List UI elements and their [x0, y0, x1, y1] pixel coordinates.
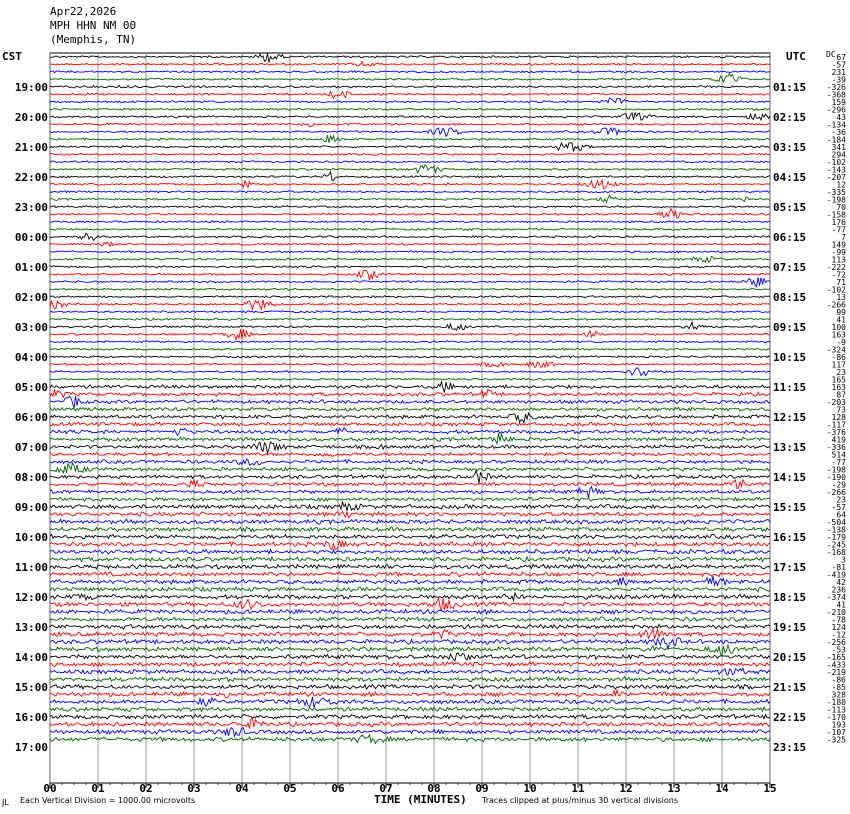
trace-offset-label: -433 [826, 660, 846, 670]
trace-offset-label: 165 [831, 375, 846, 385]
seismic-trace-67 [50, 549, 770, 554]
right-hour-label: 13:15 [773, 440, 807, 454]
x-tick-label-10: 10 [523, 782, 537, 795]
trace-offset-label: 23 [836, 367, 846, 377]
seismic-trace-80 [50, 645, 770, 656]
trace-offset-label: -219 [826, 667, 846, 677]
trace-offset-label: 100 [831, 322, 846, 332]
seismic-trace-76 [50, 617, 770, 622]
trace-offset-label: -39 [831, 75, 846, 85]
seismic-trace-75 [50, 609, 770, 614]
seismic-trace-87 [50, 697, 770, 708]
trace-offset-label: 73 [836, 405, 846, 415]
trace-offset-label: -9 [836, 337, 846, 347]
trace-offset-label: -29 [831, 480, 846, 490]
x-tick-label-00: 00 [43, 782, 57, 795]
trace-offset-label: -266 [826, 487, 846, 497]
clipping-note: Traces clipped at plus/minus 30 vertical divisions [482, 796, 679, 805]
seismic-trace-42 [50, 362, 770, 368]
trace-offset-label: -419 [826, 570, 846, 580]
x-tick-label-15: 15 [763, 782, 777, 795]
seismic-trace-73 [50, 593, 770, 601]
left-hour-label: 01:00 [14, 260, 48, 274]
seismic-trace-27 [50, 251, 770, 253]
trace-offset-label: -86 [831, 675, 846, 685]
trace-offset-label: 23 [836, 495, 846, 505]
station-code: MPH HHN NM 00 [50, 19, 137, 32]
trace-offset-label: 514 [831, 450, 846, 460]
seismic-trace-14 [50, 153, 770, 155]
right-hour-label: 15:15 [773, 500, 807, 514]
seismic-trace-56 [50, 463, 770, 473]
seismic-trace-11 [50, 128, 770, 137]
trace-offset-label: -57 [831, 60, 846, 70]
trace-offset-label: -266 [826, 300, 846, 310]
seismic-trace-4 [50, 74, 770, 83]
trace-offset-label: -113 [826, 705, 846, 715]
trace-offset-label: -81 [831, 562, 846, 572]
trace-offset-label: 71 [836, 277, 846, 287]
seismic-trace-2 [50, 62, 770, 67]
left-hour-label: 09:00 [14, 500, 48, 514]
trace-offset-label: 419 [831, 435, 846, 445]
trace-offset-label: 294 [831, 150, 846, 160]
trace-offset-label: -374 [826, 592, 846, 602]
right-hour-label: 05:15 [773, 200, 807, 214]
seismic-trace-36 [50, 318, 770, 320]
seismic-trace-10 [50, 123, 770, 127]
trace-offset-label: -134 [826, 120, 846, 130]
seismic-trace-58 [50, 480, 770, 489]
x-tick-label-08: 08 [427, 782, 441, 795]
trace-offset-label: -77 [831, 225, 846, 235]
seismic-trace-55 [50, 459, 770, 465]
trace-offset-label: 41 [836, 315, 846, 325]
seismic-trace-90 [50, 719, 770, 729]
trace-offset-label: -165 [826, 652, 846, 662]
seismic-trace-71 [50, 576, 770, 585]
seismic-trace-91 [50, 728, 770, 737]
seismic-trace-37 [50, 322, 770, 330]
seismic-trace-46 [50, 389, 770, 397]
seismic-trace-25 [50, 233, 770, 240]
seismic-trace-40 [50, 348, 770, 350]
trace-offset-label: -376 [826, 427, 846, 437]
right-hour-label: 19:15 [773, 620, 807, 634]
x-tick-label-02: 02 [139, 782, 153, 795]
left-hour-label: 10:00 [14, 530, 48, 544]
trace-offset-label: -102 [826, 157, 846, 167]
x-axis-label: TIME (MINUTES) [374, 793, 467, 806]
trace-offset-label: -184 [826, 135, 846, 145]
seismic-trace-88 [50, 707, 770, 712]
x-tick-label-03: 03 [187, 782, 201, 795]
left-hour-label: 12:00 [14, 590, 48, 604]
trace-offset-label: 163 [831, 330, 846, 340]
seismic-trace-31 [50, 277, 770, 286]
trace-offset-label: -504 [826, 517, 846, 527]
trace-offset-label: 99 [836, 307, 846, 317]
record-date: Apr22,2026 [50, 5, 117, 18]
trace-offset-label: -72 [831, 270, 846, 280]
trace-offset-label: 163 [831, 382, 846, 392]
trace-offset-label: 67 [836, 52, 846, 62]
trace-offset-label: -99 [831, 247, 846, 257]
seismic-trace-69 [50, 564, 770, 569]
seismic-trace-78 [50, 629, 770, 639]
trace-offset-label: -138 [826, 525, 846, 535]
trace-offset-label: -12 [831, 630, 846, 640]
trace-offset-label: -210 [826, 607, 846, 617]
left-hour-label: 08:00 [14, 470, 48, 484]
seismic-trace-92 [50, 735, 770, 744]
trace-offset-label: -245 [826, 540, 846, 550]
right-hour-label: 06:15 [773, 230, 807, 244]
seismic-trace-72 [50, 587, 770, 592]
seismic-trace-70 [50, 572, 770, 577]
trace-offset-label: -325 [826, 735, 846, 745]
trace-offset-label: 43 [836, 112, 846, 122]
right-hour-label: 03:15 [773, 140, 807, 154]
right-hour-label: 14:15 [773, 470, 807, 484]
seismic-trace-12 [50, 135, 770, 143]
left-hour-label: 00:00 [14, 230, 48, 244]
seismic-trace-34 [50, 300, 770, 310]
left-hour-label: 02:00 [14, 290, 48, 304]
trace-offset-label: -198 [826, 465, 846, 475]
left-hour-label: 13:00 [14, 620, 48, 634]
seismic-trace-60 [50, 497, 770, 501]
seismic-trace-49 [50, 413, 770, 423]
left-hour-label: 05:00 [14, 380, 48, 394]
trace-offset-label: 113 [831, 255, 846, 265]
right-hour-label: 20:15 [773, 650, 807, 664]
seismic-trace-61 [50, 502, 770, 511]
right-hour-label: 12:15 [773, 410, 807, 424]
x-tick-label-14: 14 [715, 782, 729, 795]
seismic-trace-8 [50, 108, 770, 110]
trace-offset-label: -368 [826, 90, 846, 100]
trace-offset-label: -117 [826, 420, 846, 430]
left-hour-label: 15:00 [14, 680, 48, 694]
trace-offset-label: 176 [831, 217, 846, 227]
trace-offset-label: 236 [831, 585, 846, 595]
seismic-trace-44 [50, 378, 770, 380]
x-tick-label-13: 13 [667, 782, 681, 795]
seismic-trace-18 [50, 180, 770, 189]
right-hour-label: 10:15 [773, 350, 807, 364]
seismic-trace-22 [50, 209, 770, 219]
seismic-trace-30 [50, 270, 770, 280]
seismic-trace-50 [50, 422, 770, 426]
right-hour-label: 17:15 [773, 560, 807, 574]
trace-offset-label: -158 [826, 210, 846, 220]
trace-offset-label: 124 [831, 622, 846, 632]
trace-offset-label: -335 [826, 187, 846, 197]
trace-offset-label: -326 [826, 82, 846, 92]
left-hour-label: 22:00 [14, 170, 48, 184]
seismic-trace-84 [50, 677, 770, 682]
left-hour-label: 23:00 [14, 200, 48, 214]
seismic-trace-24 [50, 228, 770, 230]
trace-offset-label: -296 [826, 105, 846, 115]
seismic-trace-6 [50, 91, 770, 98]
seismic-trace-48 [50, 407, 770, 411]
seismic-trace-45 [50, 382, 770, 393]
x-tick-label-11: 11 [571, 782, 585, 795]
seismic-trace-47 [50, 396, 770, 408]
seismic-trace-1 [50, 53, 770, 62]
seismic-trace-63 [50, 519, 770, 524]
left-hour-label: 06:00 [14, 410, 48, 424]
seismic-trace-85 [50, 685, 770, 690]
left-hour-label: 14:00 [14, 650, 48, 664]
footer-mark: JL [2, 798, 9, 807]
seismic-trace-82 [50, 662, 770, 667]
x-tick-label-04: 04 [235, 782, 249, 795]
seismic-trace-9 [50, 113, 770, 120]
seismic-trace-15 [50, 161, 770, 163]
left-hour-label: 04:00 [14, 350, 48, 364]
trace-offset-label: -36 [831, 127, 846, 137]
trace-offset-label: 13 [836, 292, 846, 302]
trace-offset-label: 70 [836, 202, 846, 212]
trace-offset-label: -203 [826, 397, 846, 407]
trace-offset-label: -86 [831, 352, 846, 362]
trace-offset-label: -168 [826, 547, 846, 557]
seismic-trace-5 [50, 85, 770, 88]
right-hour-label: 23:15 [773, 740, 807, 754]
seismic-trace-20 [50, 195, 770, 202]
seismic-trace-57 [50, 471, 770, 484]
trace-offset-label: -336 [826, 442, 846, 452]
seismic-trace-64 [50, 527, 770, 532]
seismic-trace-66 [50, 540, 770, 549]
right-hour-label: 04:15 [773, 170, 807, 184]
left-hour-label: 17:00 [14, 740, 48, 754]
seismic-trace-62 [50, 511, 770, 517]
trace-offset-label: -143 [826, 165, 846, 175]
trace-offset-label: 159 [831, 97, 846, 107]
trace-offset-label: 64 [836, 510, 846, 520]
right-hour-label: 01:15 [773, 80, 807, 94]
trace-offset-label: 87 [836, 390, 846, 400]
trace-offset-label: -207 [826, 172, 846, 182]
vertical-scale-note: Each Vertical Division = 1000.00 microvolts [20, 796, 196, 805]
seismic-trace-41 [50, 356, 770, 358]
seismic-trace-13 [50, 143, 770, 152]
left-hour-label: 21:00 [14, 140, 48, 154]
seismic-trace-52 [50, 433, 770, 444]
seismic-trace-74 [50, 598, 770, 611]
right-hour-label: 18:15 [773, 590, 807, 604]
trace-offset-label: -77 [831, 457, 846, 467]
right-hour-label: 07:15 [773, 260, 807, 274]
seismic-trace-86 [50, 690, 770, 699]
seismic-trace-43 [50, 368, 770, 376]
seismic-trace-28 [50, 256, 770, 262]
trace-offset-label: -179 [826, 532, 846, 542]
seismic-trace-7 [50, 98, 770, 103]
left-hour-label: 07:00 [14, 440, 48, 454]
left-hour-label: 11:00 [14, 560, 48, 574]
trace-offset-label: -222 [826, 262, 846, 272]
trace-offset-label: -102 [826, 285, 846, 295]
seismic-trace-3 [50, 71, 770, 73]
x-tick-label-07: 07 [379, 782, 393, 795]
trace-offset-label: -198 [826, 195, 846, 205]
trace-offset-label: -180 [826, 697, 846, 707]
seismic-trace-19 [50, 191, 770, 193]
trace-offset-label: -190 [826, 472, 846, 482]
trace-offset-label: 341 [831, 142, 846, 152]
right-hour-label: 09:15 [773, 320, 807, 334]
seismic-trace-89 [50, 715, 770, 720]
trace-offset-label: -53 [831, 645, 846, 655]
trace-offset-label: 128 [831, 412, 846, 422]
left-hour-label: 03:00 [14, 320, 48, 334]
seismic-trace-51 [50, 428, 770, 436]
trace-offset-label: -256 [826, 637, 846, 647]
trace-offset-label: 149 [831, 240, 846, 250]
seismic-trace-17 [50, 172, 770, 181]
station-location: (Memphis, TN) [50, 33, 137, 46]
x-tick-label-12: 12 [619, 782, 633, 795]
seismic-trace-65 [50, 534, 770, 539]
seismic-trace-21 [50, 206, 770, 208]
trace-offset-label: -170 [826, 712, 846, 722]
seismic-trace-83 [50, 668, 770, 675]
seismic-trace-33 [50, 296, 770, 298]
seismic-trace-53 [50, 442, 770, 453]
right-hour-label: 11:15 [773, 380, 807, 394]
x-tick-label-06: 06 [331, 782, 345, 795]
trace-offset-label: 328 [831, 690, 846, 700]
seismic-trace-39 [50, 341, 770, 343]
trace-offset-label: 3 [841, 555, 846, 565]
seismic-trace-81 [50, 653, 770, 661]
seismic-trace-16 [50, 165, 770, 173]
left-hour-label: 16:00 [14, 710, 48, 724]
seismic-trace-77 [50, 625, 770, 630]
seismic-trace-68 [50, 557, 770, 562]
trace-offset-label: -85 [831, 682, 846, 692]
right-hour-label: 16:15 [773, 530, 807, 544]
trace-offset-label: -78 [831, 615, 846, 625]
right-timezone-label: UTC [786, 50, 806, 63]
trace-offset-label: 42 [836, 577, 846, 587]
seismic-trace-54 [50, 452, 770, 456]
trace-offset-label: 231 [831, 67, 846, 77]
x-tick-label-01: 01 [91, 782, 105, 795]
seismic-trace-35 [50, 311, 770, 313]
left-hour-label: 19:00 [14, 80, 48, 94]
seismic-trace-23 [50, 221, 770, 223]
trace-offset-label: 193 [831, 720, 846, 730]
right-hour-label: 08:15 [773, 290, 807, 304]
left-hour-label: 20:00 [14, 110, 48, 124]
trace-offset-label: -107 [826, 727, 846, 737]
right-hour-label: 22:15 [773, 710, 807, 724]
left-timezone-label: CST [2, 50, 22, 63]
offset-header: DC [826, 50, 836, 59]
trace-offset-label: -57 [831, 502, 846, 512]
seismic-trace-38 [50, 329, 770, 339]
trace-offset-label: -324 [826, 345, 846, 355]
trace-offset-label: 12 [836, 180, 846, 190]
trace-offset-label: 7 [841, 232, 846, 242]
seismic-trace-32 [50, 288, 770, 290]
seismic-trace-29 [50, 266, 770, 268]
right-hour-label: 21:15 [773, 680, 807, 694]
trace-offset-label: 117 [831, 360, 846, 370]
right-hour-label: 02:15 [773, 110, 807, 124]
seismic-trace-59 [50, 487, 770, 499]
x-tick-label-05: 05 [283, 782, 297, 795]
seismic-trace-26 [50, 242, 770, 246]
x-tick-label-09: 09 [475, 782, 489, 795]
trace-offset-label: 41 [836, 600, 846, 610]
